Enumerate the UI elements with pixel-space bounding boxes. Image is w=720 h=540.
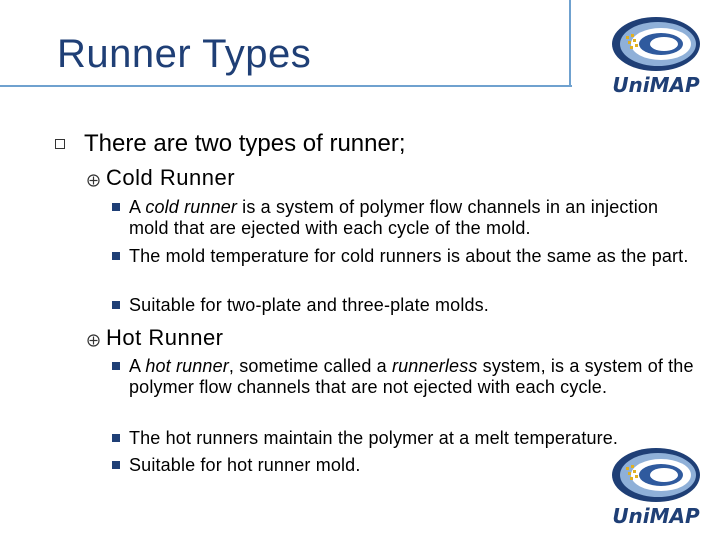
cold-runner-point-1: A cold runner is a system of polymer flow channels in an injection mold that are ejected with each cycle of the mold. <box>129 197 659 238</box>
filled-square-bullet-icon <box>112 252 120 260</box>
title-divider <box>0 85 572 87</box>
hot-runner-point-1: A hot runner, sometime called a runnerless system, is a system of the polymer flow channels that are not ejected with each cycle. <box>129 356 694 397</box>
cold-runner-point-3: Suitable for two-plate and three-plate molds. <box>129 295 489 315</box>
filled-square-bullet-icon <box>112 362 120 370</box>
title-divider-vertical <box>569 0 571 87</box>
unimap-logo-icon <box>606 14 706 100</box>
hot-runner-heading: Hot Runner <box>106 325 224 350</box>
filled-square-bullet-icon <box>112 434 120 442</box>
logo-text: UniMAP <box>612 73 700 97</box>
filled-square-bullet-icon <box>112 203 120 211</box>
circled-cross-bullet-icon <box>87 334 100 347</box>
logo-text: UniMAP <box>612 504 700 528</box>
intro-text: There are two types of runner; <box>84 130 406 157</box>
cold-runner-point-2: The mold temperature for cold runners is about the same as the part. <box>129 246 689 266</box>
hollow-square-bullet-icon <box>55 139 65 149</box>
circled-cross-bullet-icon <box>87 174 100 187</box>
cold-runner-heading: Cold Runner <box>106 165 236 190</box>
slide-title: Runner Types <box>57 32 312 76</box>
filled-square-bullet-icon <box>112 461 120 469</box>
hot-runner-point-2: The hot runners maintain the polymer at a melt temperature. <box>129 428 619 448</box>
hot-runner-point-3: Suitable for hot runner mold. <box>129 455 361 475</box>
filled-square-bullet-icon <box>112 301 120 309</box>
unimap-logo-icon <box>606 445 706 531</box>
